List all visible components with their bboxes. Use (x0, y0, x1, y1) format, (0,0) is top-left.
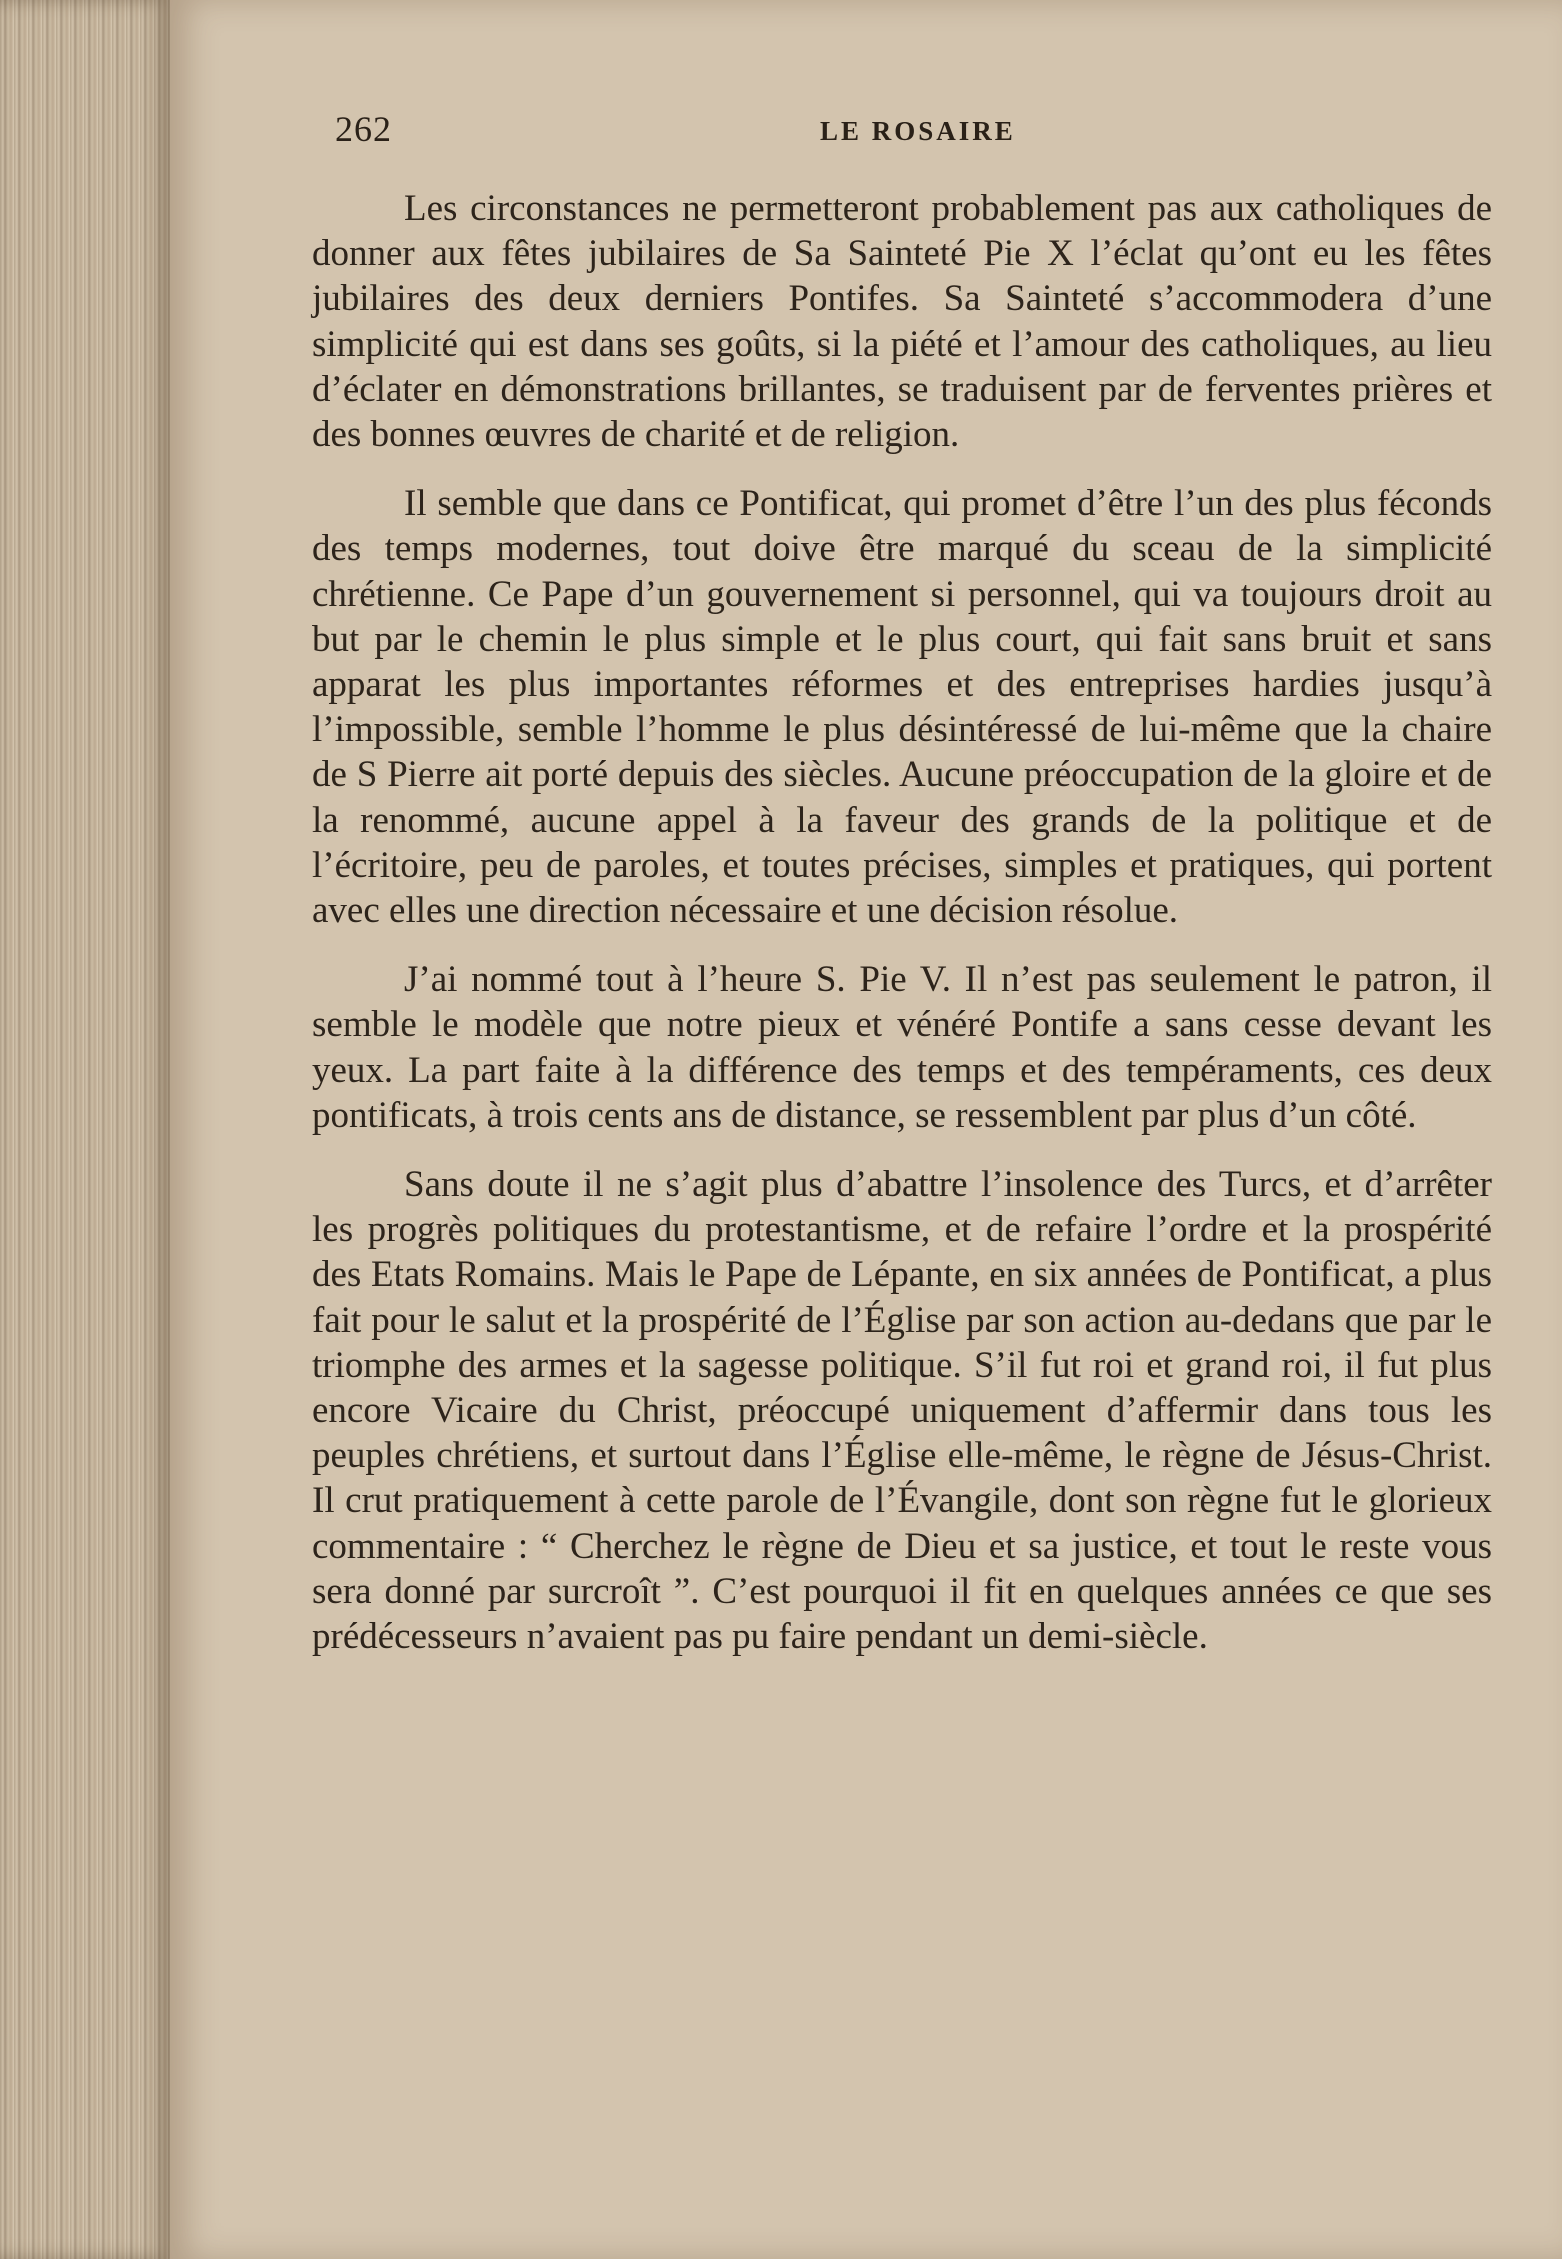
paragraph-1: Les circonstances ne permetteront probablement pas aux catholiques de donner aux fêtes jubilaires de Sa Sainteté Pie X l’éclat qu’ont eu les fêtes jubilaires des deux derniers Pontifes. Sa Sainteté s’accommodera d’une simplicité qui est dans ses goûts, si la piété et l’amour des catholiques, au lieu d’éclater en démonstrations brillantes, se traduisent par de ferventes prières et des bonnes œuvres de charité et de religion. (312, 188, 1492, 456)
running-title: LE ROSAIRE (820, 116, 1016, 146)
paragraph-3: J’ai nommé tout à l’heure S. Pie V. Il n’est pas seulement le patron, il semble le modèle que notre pieux et vénéré Pontife a sans cesse devant les yeux. La part faite à la différence des temps et des tempéraments, ces deux pontificats, à trois cents ans de distance, se ressemblent par plus d’un côté. (312, 959, 1492, 1136)
paragraph-4: Sans doute il ne s’agit plus d’abattre l’insolence des Turcs, et d’arrêter les progrès politiques du protestantisme, et de refaire l’ordre et la prospérité des Etats Romains. Mais le Pape de Lépante, en six années de Pontificat, a plus fait pour le salut et la prospérité de l’Église par son action au-dedans que par le triomphe des armes et la sagesse politique. S’il fut roi et grand roi, il fut plus encore Vicaire du Christ, préoccupé uniquement d’affermir dans tous les peuples chrétiens, et surtout dans l’Église elle-même, le règne de Jésus-Christ. Il crut pratiquement à cette parole de l’Évangile, dont son règne fut le glorieux commentaire : “ Cherchez le règne de Dieu et sa justice, et tout le reste vous sera donné par surcroît ”. C’est pourquoi il fit en quelques années ce que ses prédécesseurs n’avaient pas pu faire pendant un demi-siècle. (312, 1164, 1492, 1658)
book-page-edges (0, 0, 170, 2259)
body-text (312, 186, 1492, 1659)
paragraph-2: Il semble que dans ce Pontificat, qui promet d’être l’un des plus féconds des temps modernes, tout doive être marqué du sceau de la simplicité chrétienne. Ce Pape d’un gouvernement si personnel, qui va toujours droit au but par le chemin le plus simple et le plus court, qui fait sans bruit et sans apparat les plus importantes réformes et des entreprises hardies jusqu’à l’impossible, semble l’homme le plus désintéressé de lui-même que la chaire de S Pierre ait porté depuis des siècles. Aucune préoccupation de la gloire et de la renommé, aucune appel à la faveur des grands de la politique et de l’écritoire, peu de paroles, et toutes précises, simples et pratiques, qui portent avec elles une direction nécessaire et une décision résolue. (312, 483, 1492, 932)
page-header (335, 108, 1485, 158)
page-number: 262 (335, 109, 392, 149)
